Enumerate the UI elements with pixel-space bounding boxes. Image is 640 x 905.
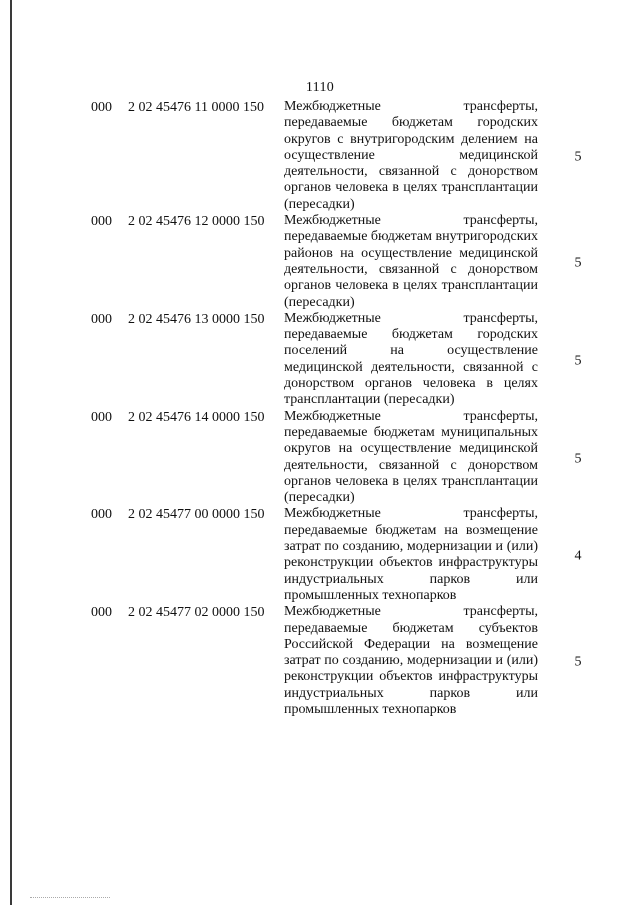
table-row bbox=[0, 409, 640, 507]
page-number: 1110 bbox=[305, 80, 335, 95]
row-value: 5 bbox=[574, 654, 582, 670]
row-value: 5 bbox=[574, 149, 582, 165]
budget-classification-code: 2 02 45476 11 0000 150 bbox=[128, 100, 264, 115]
row-description: Межбюджетные трансферты, передаваемые бюджетам субъектов Российской Федерации на возмещение затрат по созданию, модернизации и (или) реконструкции объектов инфраструктуры индустриальных парков или промышленных технопарков bbox=[284, 604, 538, 717]
admin-code: 000 bbox=[91, 409, 112, 425]
budget-classification-code: 2 02 45476 12 0000 150 bbox=[128, 214, 265, 230]
row-value: 4 bbox=[574, 548, 582, 564]
row-value: 5 bbox=[574, 255, 582, 271]
table-row bbox=[0, 311, 640, 409]
row-description: Межбюджетные трансферты, передаваемые бюджетам городских округов с внутригородским делением на осуществление медицинской деятельности, связанной с донорством органов человека в целях трансплантации (пересадки) bbox=[284, 99, 538, 212]
budget-code-table bbox=[0, 99, 640, 718]
budget-classification-code: 2 02 45476 14 0000 150 bbox=[128, 409, 265, 425]
admin-code: 000 bbox=[91, 311, 112, 327]
row-description: Межбюджетные трансферты, передаваемые бюджетам на возмещение затрат по созданию, модернизации и (или) реконструкции объектов инфраструктуры индустриальных парков или промышленных технопарков bbox=[284, 506, 538, 603]
table-row bbox=[0, 506, 640, 604]
budget-classification-code: 2 02 45476 13 0000 150 bbox=[128, 311, 265, 327]
scan-artifact-dots bbox=[30, 897, 110, 899]
row-description: Межбюджетные трансферты, передаваемые бюджетам городских поселений на осуществление медицинской деятельности, связанной с донорством органов человека в целях трансплантации (пересадки) bbox=[284, 310, 538, 408]
table-row bbox=[0, 99, 640, 213]
admin-code: 000 bbox=[91, 605, 112, 621]
row-description: Межбюджетные трансферты, передаваемые бюджетам внутригородских районов на осуществление медицинской деятельности, связанной с донорством органов человека в целях трансплантации (пересадки) bbox=[284, 213, 538, 310]
admin-code: 000 bbox=[91, 100, 112, 115]
table-row bbox=[0, 604, 640, 718]
row-value: 5 bbox=[574, 353, 582, 369]
row-value: 5 bbox=[574, 451, 582, 467]
budget-classification-code: 2 02 45477 02 0000 150 bbox=[128, 605, 265, 621]
row-description: Межбюджетные трансферты, передаваемые бюджетам муниципальных округов на осуществление медицинской деятельности, связанной с донорством органов человека в целях трансплантации (пересадки) bbox=[284, 408, 538, 506]
budget-classification-code: 2 02 45477 00 0000 150 bbox=[128, 507, 265, 523]
admin-code: 000 bbox=[91, 507, 112, 523]
table-row bbox=[0, 213, 640, 311]
admin-code: 000 bbox=[91, 214, 112, 230]
